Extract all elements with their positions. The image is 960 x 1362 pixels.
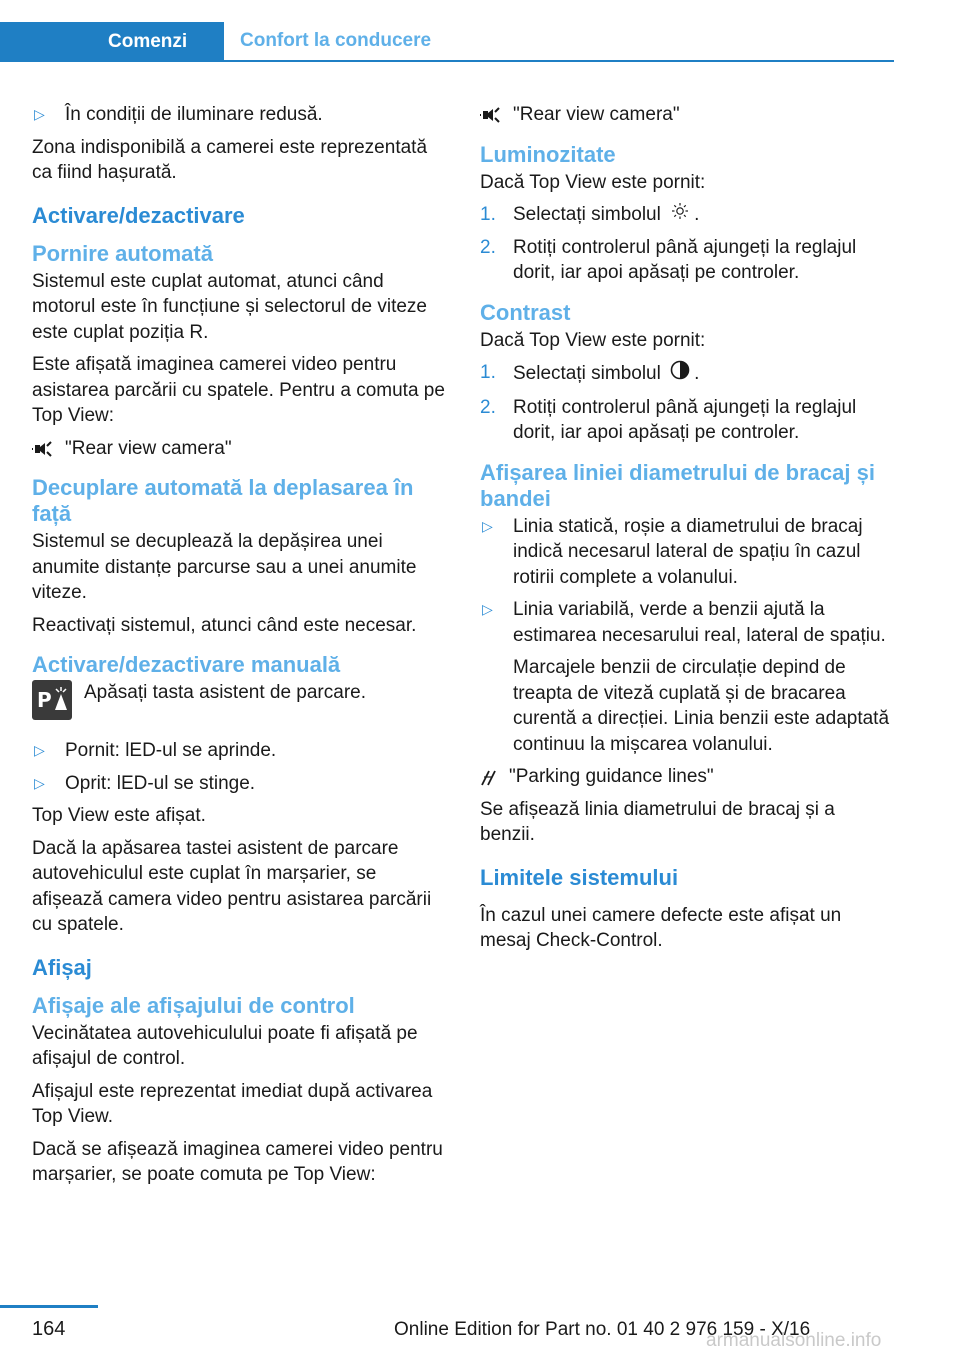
- list-item-text: În condiții de iluminare redusă.: [65, 104, 323, 125]
- subsection-heading: Pornire automată: [32, 240, 213, 266]
- list-item: [480, 395, 894, 446]
- menu-item-parking-guidance-lines: "Parking guidance lines": [509, 766, 714, 788]
- list-item: [480, 360, 894, 388]
- tab-comenzi[interactable]: Comenzi: [0, 22, 224, 62]
- list-item: [32, 771, 446, 797]
- list-item-text: Rotiți controlerul până ajungeți la reglajul dorit, iar apoi apăsați pe controler.: [513, 396, 857, 444]
- list-number: 1.: [480, 204, 496, 225]
- triangle-right-icon: ▷: [34, 106, 45, 122]
- triangle-right-icon: ▷: [482, 517, 493, 534]
- paragraph: Se afișează linia diametrului de bracaj și a benzii.: [480, 798, 835, 846]
- list-item-text: Marcajele benzii de circulație depind de treapta de viteză cuplată și de bracarea curentă a direcției. Linia benzii este adaptată continuu la mișcarea volanului.: [513, 657, 890, 755]
- subsection-heading: Contrast: [480, 299, 571, 325]
- paragraph: Zona indisponibilă a camerei este reprezentată ca fiind hașurată.: [32, 136, 428, 183]
- list-number: 2.: [480, 396, 496, 418]
- paragraph: Dacă la apăsarea tastei asistent de parcare autovehiculul este cuplat în marșarier, se afișează camera video pentru asistarea parcării cu spatele.: [32, 837, 432, 935]
- list-item-text: Selectați simbolul: [513, 363, 661, 384]
- subsection-heading: Afișarea liniei diametrului de bracaj și bandei: [480, 459, 875, 511]
- paragraph: În cazul unei camere defecte este afișat un mesaj Check-Control.: [480, 904, 842, 952]
- menu-item-rear-view-camera: "Rear view camera": [65, 437, 232, 459]
- punctuation: .: [694, 204, 700, 225]
- triangle-right-icon: ▷: [34, 774, 45, 791]
- paragraph: Afișajul este reprezentat imediat după activarea Top View.: [32, 1080, 433, 1127]
- menu-path: [480, 764, 894, 790]
- right-column: [480, 102, 894, 961]
- paragraph: Top View este afișat.: [32, 805, 206, 826]
- subsection-heading: Decuplare automată la deplasarea în față: [32, 475, 414, 526]
- paragraph: Reactivați sistemul, atunci când este necesar.: [32, 614, 417, 636]
- section-heading: Activare/dezactivare: [32, 202, 245, 228]
- park-assist-button-icon: [32, 680, 72, 720]
- list-item: [32, 738, 446, 764]
- menu-path: [32, 436, 446, 462]
- sun-icon: [666, 202, 694, 228]
- subsection-heading: Luminozitate: [480, 141, 616, 167]
- left-column: [32, 102, 446, 1195]
- list-item-text: Linia statică, roșie a diametrului de bracaj indică necesarul lateral de spațiu în cazul rotirii complete a volanului.: [513, 515, 863, 588]
- page-number: 164: [32, 1318, 66, 1340]
- tab-confort-la-conducere[interactable]: Confort la conducere: [224, 22, 894, 62]
- list-item: [480, 202, 894, 228]
- triangle-right-icon: ▷: [482, 601, 493, 618]
- paragraph: Este afișată imaginea camerei video pentru asistarea parcării cu spatele. Pentru a comuta pe Top View:: [32, 354, 445, 426]
- watermark: armanualsonline.info: [706, 1330, 882, 1351]
- list-item-text: Rotiți controlerul până ajungeți la reglajul dorit, iar apoi apăsați pe controler.: [513, 236, 857, 284]
- list-item: [480, 597, 894, 757]
- footer-rule: [0, 1305, 98, 1308]
- chapter-tabs: [0, 22, 894, 62]
- triangle-right-icon: ▷: [34, 742, 45, 758]
- section-heading: Afișaj: [32, 954, 92, 980]
- paragraph: Dacă Top View este pornit:: [480, 329, 706, 351]
- menu-item-rear-view-camera: "Rear view camera": [513, 104, 680, 125]
- rear-camera-icon: [32, 441, 54, 457]
- paragraph: Sistemul se decuplează la depășirea unei anumite distanțe parcurse sau a unei anumite viteze.: [32, 531, 417, 603]
- button-instruction: [32, 680, 446, 720]
- subsection-heading: Activare/dezactivare manuală: [32, 652, 341, 677]
- edition-note: Online Edition for Part no. 01 40 2 976 159 - X/16: [394, 1319, 811, 1340]
- punctuation: .: [694, 363, 700, 384]
- instruction-text: Apăsați tasta asistent de parcare.: [84, 682, 366, 703]
- list-item-text: Pornit: lED-ul se aprinde.: [65, 740, 277, 761]
- contrast-icon: [666, 360, 694, 388]
- menu-path: [480, 102, 894, 128]
- list-item: [480, 235, 894, 286]
- list-item: [480, 514, 894, 591]
- rear-camera-icon: [480, 107, 502, 123]
- svg-text:P: P: [37, 688, 52, 712]
- paragraph: Sistemul este cuplat automat, atunci când motorul este în funcțiune și selectorul de viteze este cuplat poziția R.: [32, 270, 427, 343]
- list-item-text: Oprit: lED-ul se stinge.: [65, 772, 256, 794]
- paragraph: Vecinătatea autovehiculului poate fi afișată pe afișajul de control.: [32, 1022, 418, 1069]
- subsection-heading: Afișaje ale afișajului de control: [32, 992, 355, 1018]
- list-number: 2.: [480, 236, 496, 258]
- paragraph: Dacă Top View este pornit:: [480, 171, 706, 193]
- list-item-text: Linia variabilă, verde a benzii ajută la estimarea necesarului real, lateral de spațiu.: [513, 599, 886, 646]
- list-item: [32, 102, 446, 128]
- section-heading: Limitele sistemului: [480, 864, 679, 890]
- paragraph: Dacă se afișează imaginea camerei video pentru marșarier, se poate comuta pe Top View:: [32, 1138, 443, 1185]
- list-item-text: Selectați simbolul: [513, 204, 661, 225]
- parking-lines-icon: [480, 768, 498, 786]
- list-number: 1.: [480, 362, 496, 384]
